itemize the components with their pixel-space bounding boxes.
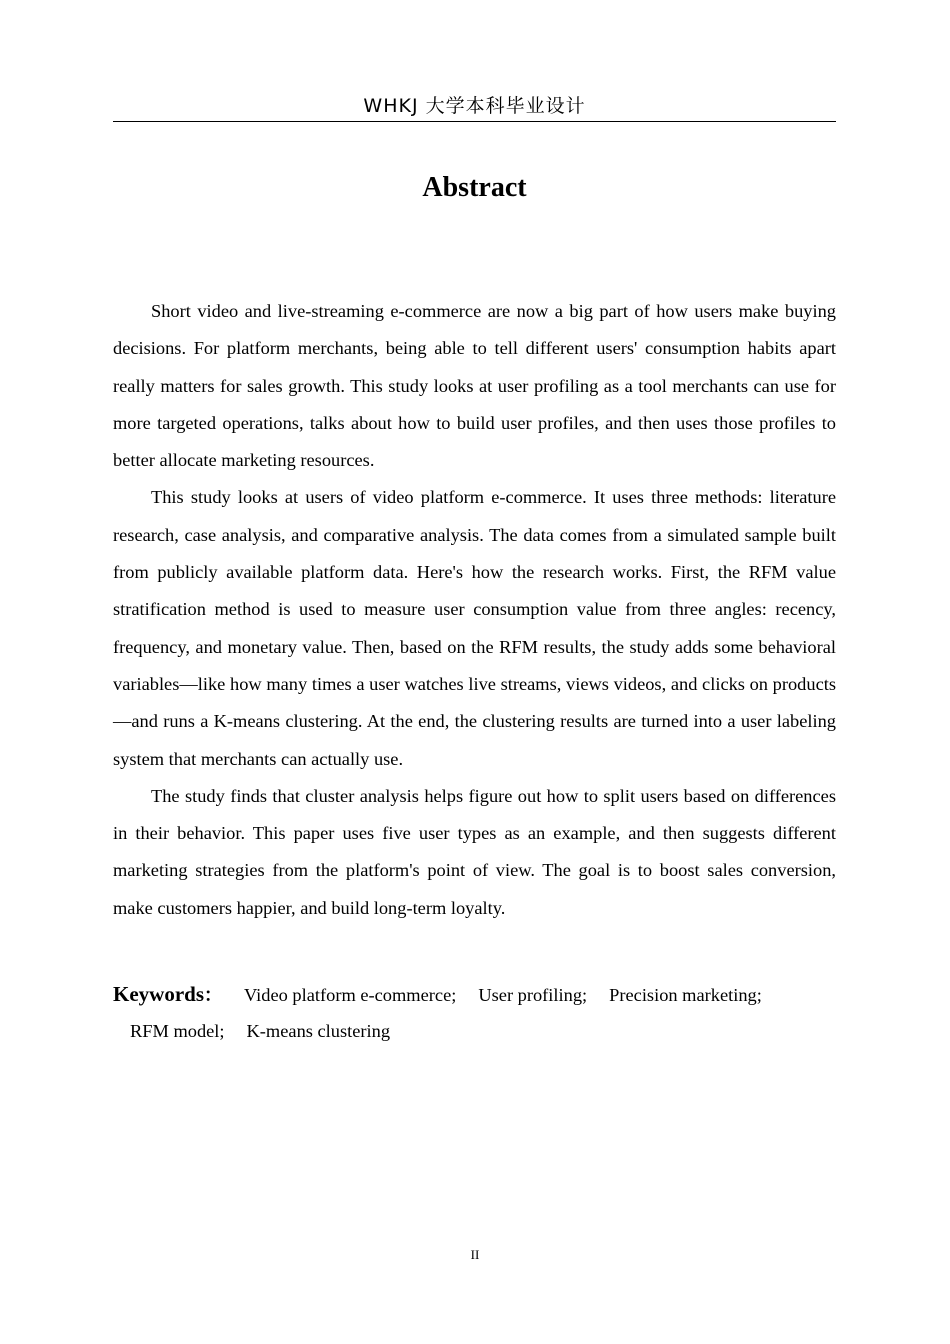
keywords-colon: ： <box>204 985 222 1005</box>
running-header: WHKJ 大学本科毕业设计 <box>113 92 836 122</box>
keyword-item: Video platform e-commerce; <box>244 985 457 1005</box>
keyword-item: User profiling; <box>478 985 588 1005</box>
keyword-item: K-means clustering <box>246 1021 391 1041</box>
keywords-line-2 <box>113 1013 836 1049</box>
abstract-heading: Abstract <box>422 172 527 203</box>
keyword-item: Precision marketing; <box>609 985 762 1005</box>
keywords-section <box>113 976 836 1049</box>
keywords-label: Keywords <box>113 982 204 1006</box>
abstract-paragraph-3: The study finds that cluster analysis helps figure out how to split users based on differences in their behavior. This paper uses five user types as an example, and then suggests different marketing strategies from the platform's point of view. The goal is to boost sales conversion, make customers happier, and build long-term loyalty. <box>113 785 836 918</box>
keywords-line-1 <box>113 976 836 1013</box>
abstract-body <box>113 293 836 927</box>
keyword-item: RFM model; <box>130 1021 225 1041</box>
abstract-paragraph-2: This study looks at users of video platform e-commerce. It uses three methods: literature research, case analysis, and comparative analysis. The data comes from a simulated sample built from publicly available platform data. Here's how the research works. First, the RFM value stratification method is used to measure user consumption value from three angles: recency, frequency, and monetary value. Then, based on the RFM results, the study adds some behavioral variables—like how many times a user watches live streams, views videos, and clicks on products—and runs a K-means clustering. At the end, the clustering results are turned into a user labeling system that merchants can actually use. <box>113 487 836 769</box>
page-number: II <box>470 1247 480 1262</box>
abstract-paragraph-1: Short video and live-streaming e-commerce are now a big part of how users make buying decisions. For platform merchants, being able to tell different users' consumption habits apart really matters for sales growth. This study looks at user profiling as a tool merchants can use for more targeted operations, talks about how to build user profiles, and then uses those profiles to better allocate marketing resources. <box>113 301 836 471</box>
